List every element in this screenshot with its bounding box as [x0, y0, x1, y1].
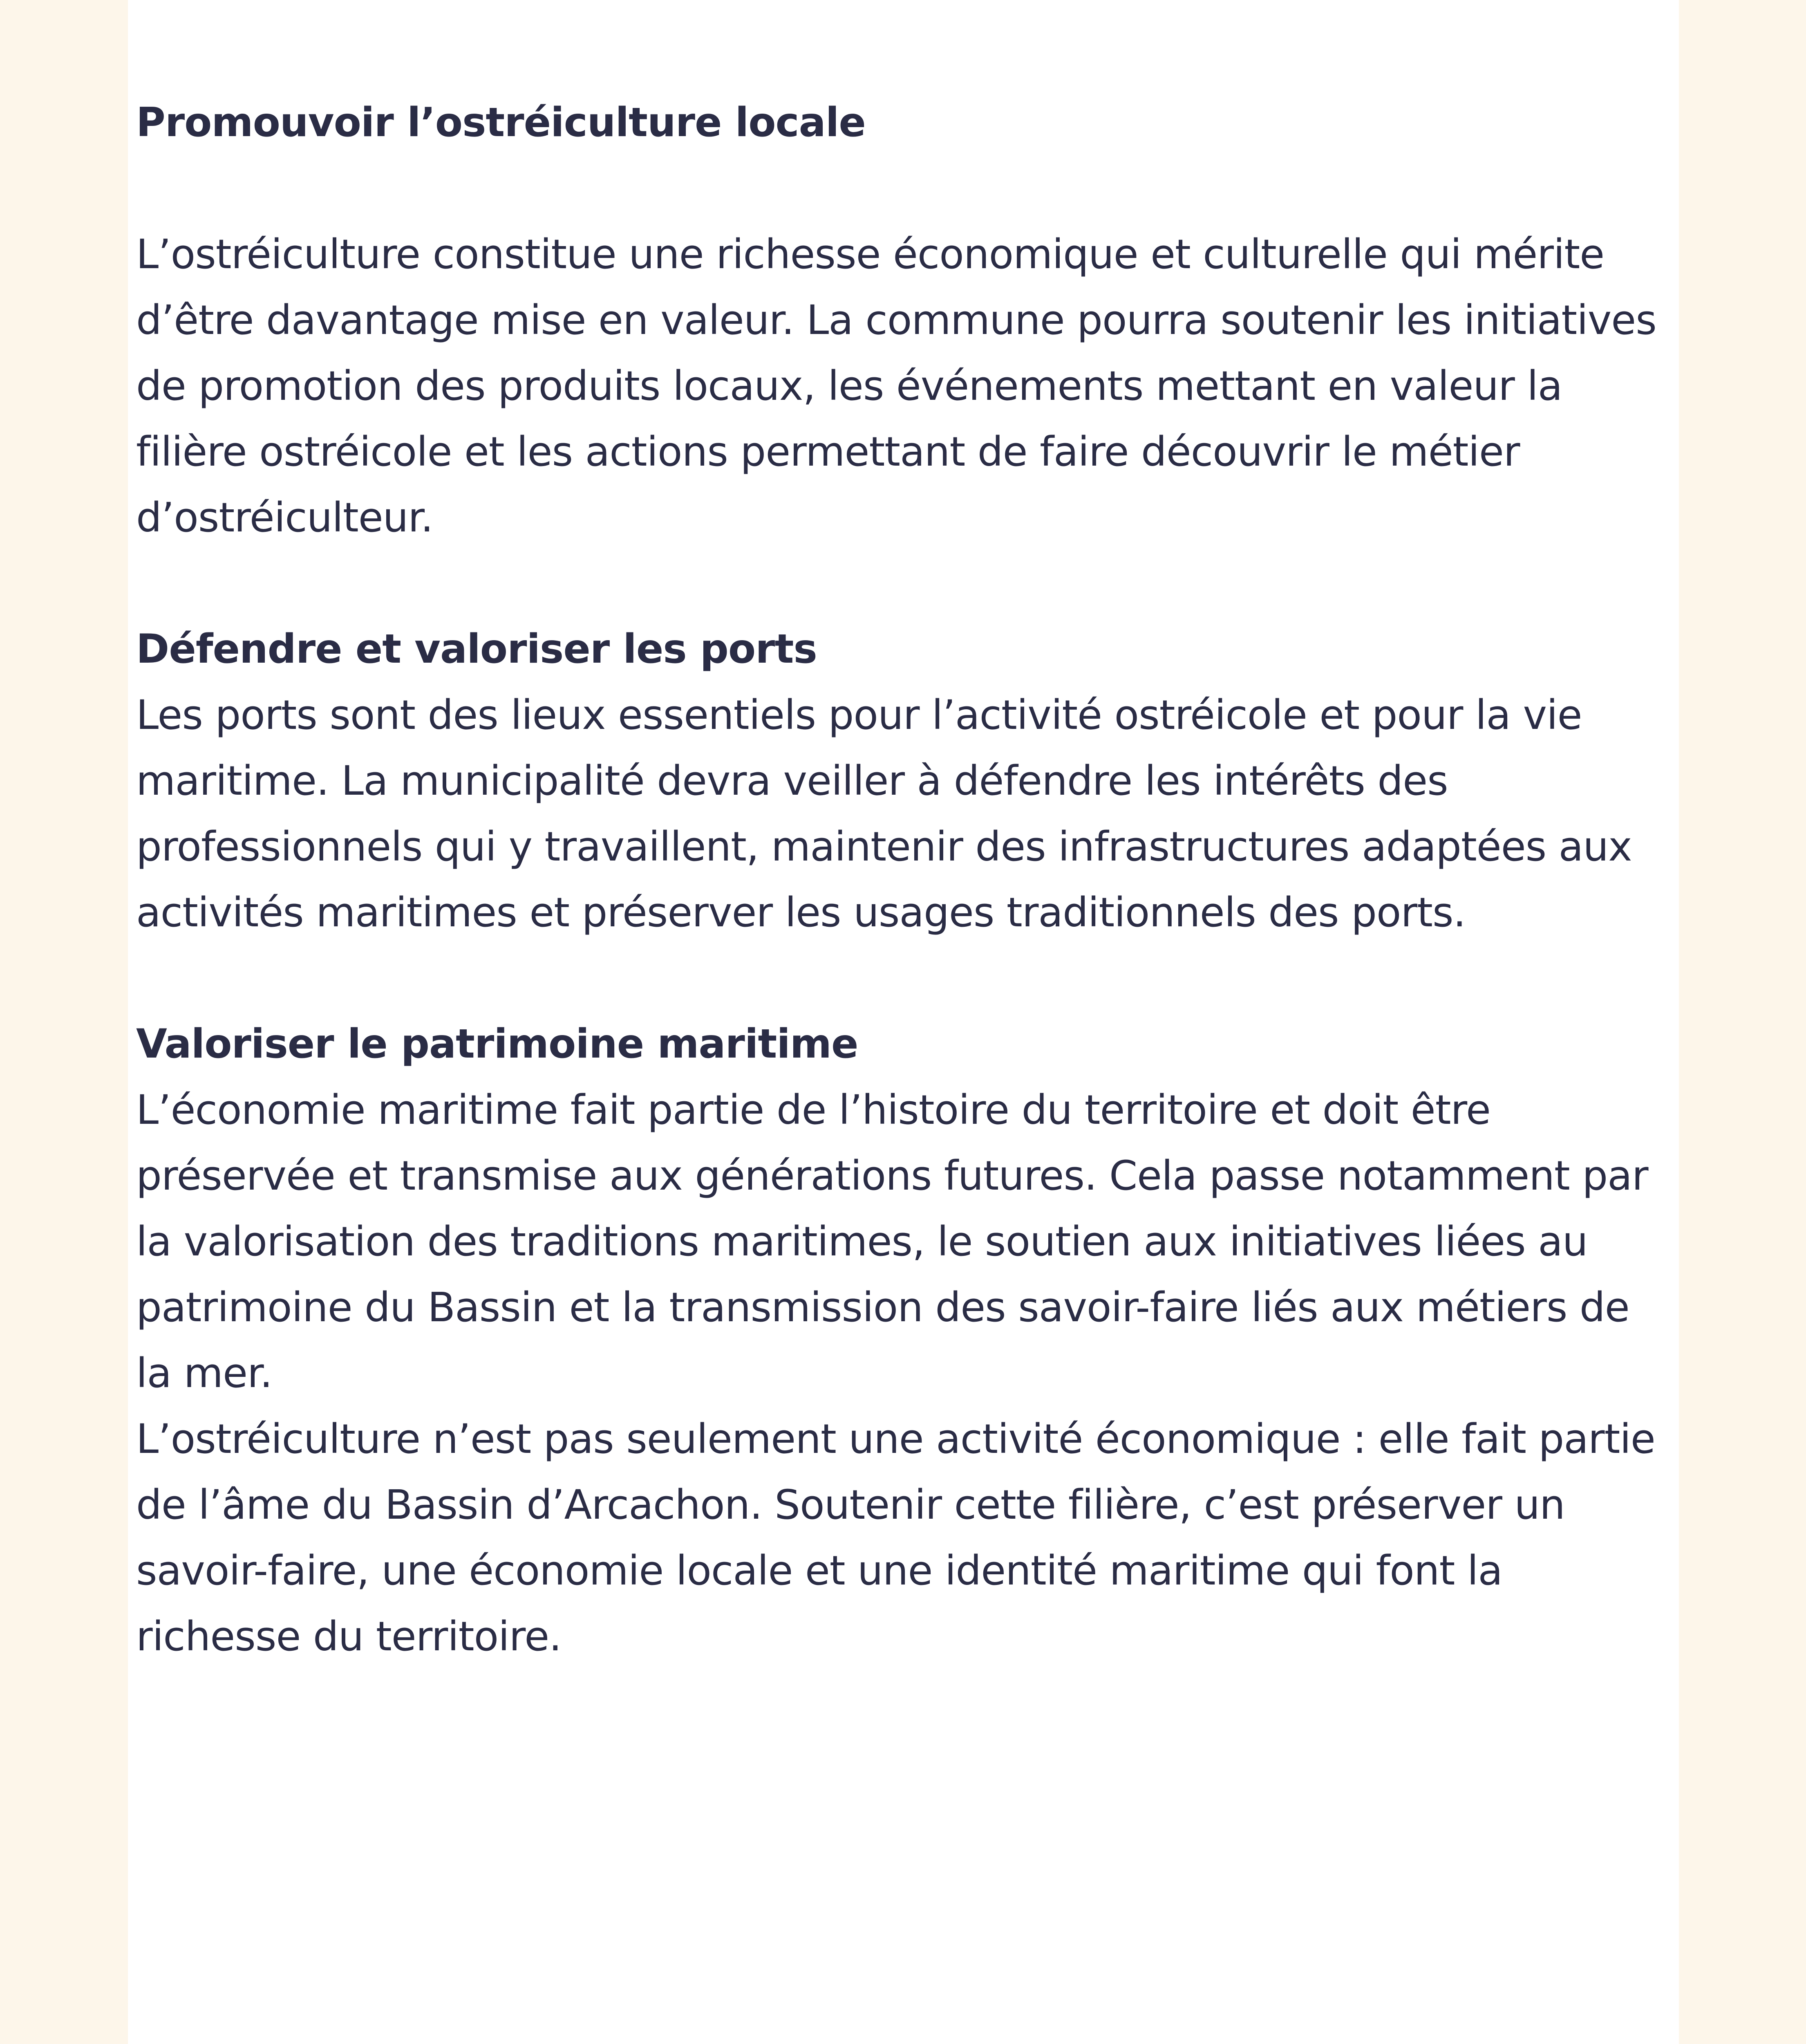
- spacer: [136, 551, 1665, 616]
- spacer: [136, 946, 1665, 1011]
- document-content: [136, 90, 1665, 1670]
- section-paragraph: L’économie maritime fait partie de l’histoire du territoire et doit être préservée et transmise aux générations futures. Cela passe notamment par la valorisation des traditions maritimes, le soutien aux initiatives liées au patrimoine du Bassin et la transmission des savoir-faire liés aux métiers de la mer.: [136, 1087, 1648, 1397]
- section-heading-patrimoine: Valoriser le patrimoine maritime: [136, 1021, 858, 1067]
- section-heading-promouvoir: Promouvoir l’ostréiculture locale: [136, 99, 866, 146]
- spacer: [136, 156, 1665, 222]
- section-paragraph: L’ostréiculture constitue une richesse économique et culturelle qui mérite d’être davantage mise en valeur. La commune pourra soutenir les initiatives de promotion des produits locaux, les événements mettant en valeur la filière ostréicole et les actions permettant de faire découvrir le métier d’ostréiculteur.: [136, 231, 1656, 541]
- document-page: [128, 0, 1679, 2044]
- section-heading-ports: Défendre et valoriser les ports: [136, 626, 817, 672]
- section-paragraph: L’ostréiculture n’est pas seulement une activité économique : elle fait partie de l’âme du Bassin d’Arcachon. Soutenir cette filière, c’est préserver un savoir-faire, une économie locale et une identité maritime qui font la richesse du territoire.: [136, 1416, 1655, 1660]
- section-paragraph: Les ports sont des lieux essentiels pour l’activité ostréicole et pour la vie maritime. La municipalité devra veiller à défendre les intérêts des professionnels qui y travaillent, maintenir des infrastructures adaptées aux activités maritimes et préserver les usages traditionnels des ports.: [136, 692, 1632, 936]
